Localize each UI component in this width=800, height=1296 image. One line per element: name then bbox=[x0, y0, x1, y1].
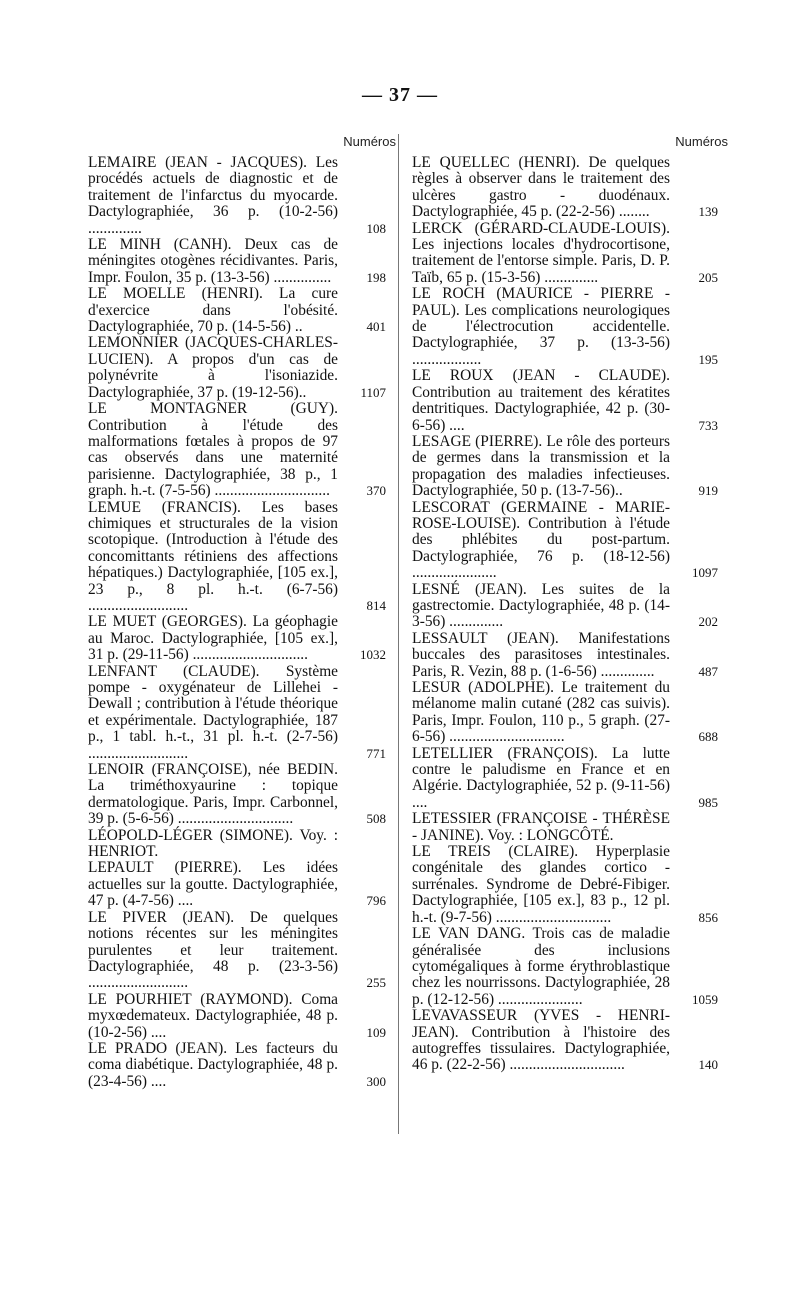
entry-number: 733 bbox=[698, 417, 718, 433]
entry-number: 1032 bbox=[360, 647, 386, 663]
index-entry bbox=[412, 582, 718, 631]
entry-list bbox=[412, 155, 718, 1074]
entry-number: 195 bbox=[698, 351, 718, 367]
entry-text: LE PIVER (JEAN). De quelques notions récentes sur les méningites purulentes et leur traitement. Dactylographiée, 48 p. (23-3-56) .......................... bbox=[88, 908, 338, 992]
entry-text: LE ROUX (JEAN - CLAUDE). Contribution au traitement des kératites dentritiques. Dactylographiée, 42 p. (30-6-56) .... bbox=[412, 367, 670, 434]
index-entry bbox=[412, 221, 718, 287]
index-entry bbox=[412, 500, 718, 582]
entry-text: LESSAULT (JEAN). Manifestations buccales des parasitoses intestinales. Paris, R. Vezin, 88 p. (1-6-56) .............. bbox=[412, 629, 670, 680]
index-entry bbox=[412, 434, 718, 500]
index-entry bbox=[88, 401, 386, 499]
entry-text: LETESSIER (FRANÇOISE - THÉRÈSE - JANINE). Voy. : LONGCÔTÉ. bbox=[412, 810, 670, 844]
entry-text: LETELLIER (FRANÇOIS). La lutte contre le paludisme en France et en Algérie. Dactylographiée, 52 p. (9-11-56) .... bbox=[412, 744, 670, 811]
entry-number: 109 bbox=[366, 1024, 386, 1040]
entry-number: 771 bbox=[366, 745, 386, 761]
entry-text: LERCK (GÉRARD-CLAUDE-LOUIS). Les injections locales d'hydrocortisone, traitement de l'entorse simple. Paris, D. P. Taïb, 65 p. (15-3-56) .............. bbox=[412, 219, 670, 286]
index-entry bbox=[412, 746, 718, 812]
index-entry bbox=[88, 992, 386, 1041]
entry-number: 139 bbox=[698, 204, 718, 220]
entry-number: 508 bbox=[366, 811, 386, 827]
index-entry bbox=[88, 762, 386, 828]
entry-number: 108 bbox=[366, 220, 386, 236]
index-entry bbox=[412, 811, 718, 844]
entry-text: LENOIR (FRANÇOISE), née BEDIN. La triméthoxyaurine : topique dermatologique. Paris, Impr. Carbonnel, 39 p. (5-6-56) .............................. bbox=[88, 761, 338, 828]
entry-text: LESCORAT (GERMAINE - MARIE-ROSE-LOUISE). Contribution à l'étude des phlébites du post-partum. Dactylographiée, 76 p. (18-12-56) ...................... bbox=[412, 498, 670, 582]
entry-text: LE MONTAGNER (GUY). Contribution à l'étude des malformations fœtales à propos de 97 cas observés dans une maternité parisienne. Dactylographiée, 38 p., 1 graph. h.-t. (7-5-56) .............................. bbox=[88, 400, 338, 500]
entry-number: 1059 bbox=[692, 991, 718, 1007]
entry-text: LEVAVASSEUR (YVES - HENRI-JEAN). Contribution à l'histoire des autogreffes tissulaires. Dactylographiée, 46 p. (22-2-56) .............................. bbox=[412, 1007, 670, 1074]
entry-text: LÉOPOLD-LÉGER (SIMONE). Voy. : HENRIOT. bbox=[88, 826, 338, 861]
entry-text: LEMAIRE (JEAN - JACQUES). Les procédés actuels de diagnostic et de traitement de l'infarctus du myocarde. Dactylographiée, 36 p. (10-2-56) .............. bbox=[88, 154, 338, 237]
index-entry bbox=[412, 1008, 718, 1074]
entry-number: 919 bbox=[698, 483, 718, 499]
column-header: Numéros bbox=[343, 134, 396, 149]
entry-number: 1107 bbox=[360, 384, 386, 400]
index-entry bbox=[88, 237, 386, 286]
entry-text: LE POURHIET (RAYMOND). Coma myxœdemateux. Dactylographiée, 48 p. (10-2-56) .... bbox=[88, 990, 338, 1041]
column-divider bbox=[398, 134, 399, 1134]
entry-number: 370 bbox=[366, 483, 386, 499]
index-entry bbox=[88, 614, 386, 663]
entry-text: LEPAULT (PIERRE). Les idées actuelles sur la goutte. Dactylographiée, 47 p. (4-7-56) .... bbox=[88, 859, 338, 910]
entry-number: 205 bbox=[698, 269, 718, 285]
index-entry bbox=[88, 860, 386, 909]
entry-text: LE PRADO (JEAN). Les facteurs du coma diabétique. Dactylographiée, 48 p. (23-4-56) .... bbox=[88, 1039, 338, 1090]
entry-number: 796 bbox=[366, 893, 386, 909]
entry-number: 255 bbox=[366, 975, 386, 991]
entry-text: LE MOELLE (HENRI). La cure d'exercice dans l'obésité. Dactylographiée, 70 p. (14-5-56) .. bbox=[88, 285, 338, 336]
index-entry bbox=[88, 286, 386, 335]
entry-number: 198 bbox=[366, 269, 386, 285]
entry-number: 688 bbox=[698, 729, 718, 745]
left-column bbox=[88, 134, 396, 1090]
entry-text: LE QUELLEC (HENRI). De quelques règles à observer dans le traitement des ulcères gastro - duodénaux. Dactylographiée, 45 p. (22-2-56) ........ bbox=[412, 154, 670, 221]
entry-number: 814 bbox=[366, 597, 386, 613]
entry-text: LE ROCH (MAURICE - PIERRE - PAUL). Les complications neurologiques de l'électrocution accidentelle. Dactylographiée, 37 p. (13-3-56) .................. bbox=[412, 285, 670, 368]
entry-text: LEMONNIER (JACQUES-CHARLES-LUCIEN). A propos d'un cas de polynévrite à l'isoniazide. Dactylographiée, 37 p. (19-12-56).. bbox=[88, 334, 338, 401]
entry-text: LEMUE (FRANCIS). Les bases chimiques et structurales de la vision scotopique. (Introduction à l'étude des concomittants rétiniens des affections hépatiques.) Dactylographiée, [105 ex.], 23 p., 8 pl. h.-t. (6-7-56) .......................... bbox=[88, 498, 338, 614]
index-entry bbox=[412, 926, 718, 1008]
index-entry bbox=[412, 631, 718, 680]
index-entry bbox=[412, 680, 718, 746]
entry-number: 1097 bbox=[692, 565, 718, 581]
entry-text: LESUR (ADOLPHE). Le traitement du mélanome malin cutané (282 cas suivis). Paris, Impr. Foulon, 110 p., 5 graph. (27-6-56) .............................. bbox=[412, 679, 670, 746]
page-number: — 37 — bbox=[362, 84, 438, 106]
entry-text: LE MINH (CANH). Deux cas de méningites otogènes récidivantes. Paris, Impr. Foulon, 35 p. (13-3-56) ............... bbox=[88, 236, 338, 286]
index-entry bbox=[88, 335, 386, 401]
entry-number: 487 bbox=[698, 663, 718, 679]
index-entry bbox=[412, 155, 718, 221]
index-entry bbox=[88, 664, 386, 762]
entry-number: 300 bbox=[366, 1073, 386, 1089]
entry-number: 856 bbox=[698, 909, 718, 925]
index-entry bbox=[88, 828, 386, 861]
index-entry bbox=[412, 368, 718, 434]
index-entry bbox=[88, 155, 386, 237]
index-entry bbox=[88, 910, 386, 992]
entry-number: 985 bbox=[698, 794, 718, 810]
right-column bbox=[412, 134, 728, 1074]
entry-number: 401 bbox=[366, 319, 386, 335]
entry-text: LESNÉ (JEAN). Les suites de la gastrectomie. Dactylographiée, 48 p. (14-3-56) .............. bbox=[412, 580, 670, 631]
entry-list bbox=[88, 155, 386, 1090]
column-header: Numéros bbox=[675, 134, 728, 149]
entry-number: 140 bbox=[698, 1057, 718, 1073]
entry-text: LE MUET (GEORGES). La géophagie au Maroc. Dactylographiée, [105 ex.], 31 p. (29-11-56) .............................. bbox=[88, 613, 338, 664]
index-entry bbox=[412, 286, 718, 368]
entry-text: LE TREIS (CLAIRE). Hyperplasie congénitale des glandes cortico - surrénales. Syndrome de Debré-Fibiger. Dactylographiée, [105 ex.], 83 p., 12 pl. h.-t. (9-7-56) .............................. bbox=[412, 843, 670, 926]
entry-text: LE VAN DANG. Trois cas de maladie généralisée des inclusions cytomégaliques à forme érythroblastique chez les nourrissons. Dactylographiée, 28 p. (12-12-56) ...................... bbox=[412, 925, 670, 1008]
entry-number: 202 bbox=[698, 614, 718, 630]
index-entry bbox=[88, 500, 386, 615]
index-entry bbox=[88, 1041, 386, 1090]
entry-text: LENFANT (CLAUDE). Système pompe - oxygénateur de Lillehei - Dewall ; contribution à l'étude théorique et expérimentale. Dactylographiée, 187 p., 1 tabl. h.-t., 31 pl. h.-t. (2-7-56) .......................... bbox=[88, 662, 338, 762]
entry-text: LESAGE (PIERRE). Le rôle des porteurs de germes dans la transmission et la propagation des maladies infectieuses. Dactylographiée, 50 p. (13-7-56).. bbox=[412, 432, 670, 500]
index-entry bbox=[412, 844, 718, 926]
